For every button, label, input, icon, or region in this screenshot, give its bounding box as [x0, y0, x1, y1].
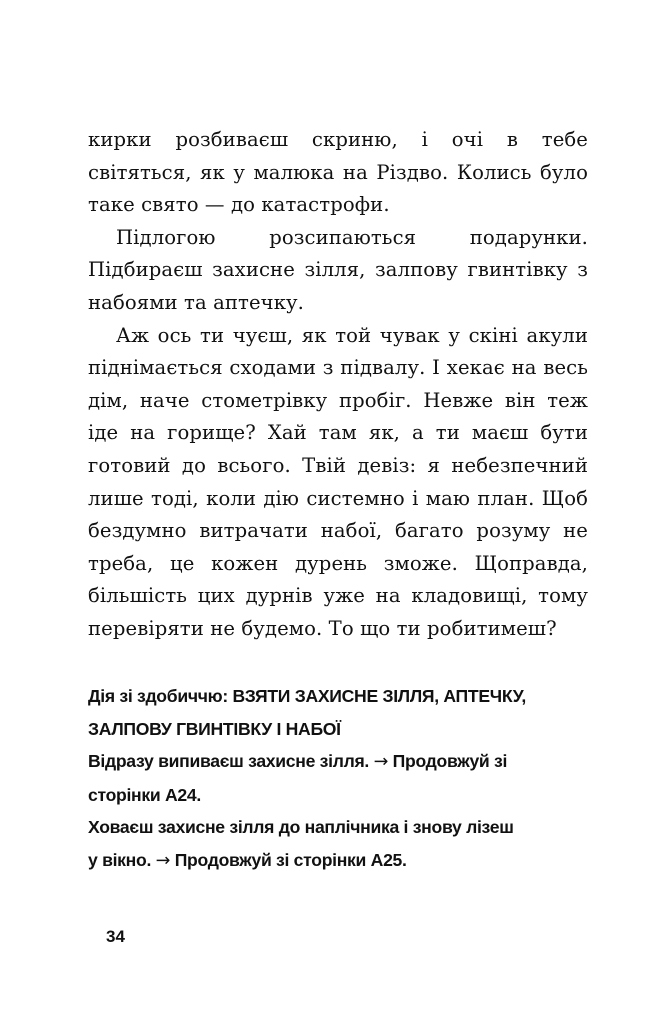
choice-heading-line-2: ЗАЛПОВУ ГВИНТІВКУ І НАБОЇ: [88, 718, 341, 739]
choice-option-2-cont: [88, 844, 588, 878]
option-1-text: Відразу випиваєш захисне зілля.: [88, 751, 370, 772]
arrow-right-icon: →: [373, 752, 389, 773]
choice-block: [88, 680, 588, 878]
story-text: [88, 124, 588, 646]
choice-heading-line-1: Дія зі здобиччю: ВЗЯТИ ЗАХИСНЕ ЗІЛЛЯ, АПТЕЧКУ,: [88, 686, 526, 706]
arrow-right-icon: →: [155, 850, 171, 871]
option-2-continue: Продовжуй зі сторінки A25.: [174, 849, 407, 870]
paragraph-gifts: Підлогою розсипаються подарунки. Підбираєш захисне зілля, залпову гвинтівку з набоями та аптечку.: [88, 225, 588, 314]
option-2-text-end: у вікно.: [88, 849, 152, 870]
choice-option-2: Ховаєш захисне зілля до наплічника і знову лізеш: [88, 817, 514, 838]
page-number: 34: [106, 927, 125, 946]
option-1-page-ref: сторінки A24.: [88, 784, 201, 805]
choice-option-1: [88, 745, 588, 779]
paragraph-shark-skin: Аж ось ти чуєш, як той чувак у скіні акули піднімається сходами з підвалу. І хекає на весь дім, наче стометрівку пробіг. Невже він теж іде на горище? Хай там як, а ти маєш бути готовий до всього. Твій девіз: я небезпечний лише тоді, коли дію системно і маю план. Щоб бездумно витрачати набої, багато розуму не треба, це кожен дурень зможе. Щоправда, більшість цих дурнів уже на кладовищі, тому перевіряти не будемо. То що ти робитимеш?: [88, 323, 588, 640]
paragraph-continuation: кирки розбиваєш скриню, і очі в тебе світяться, як у малюка на Різдво. Колись було таке свято — до катастрофи.: [88, 128, 588, 217]
option-1-continue: Продовжуй зі: [392, 751, 508, 772]
